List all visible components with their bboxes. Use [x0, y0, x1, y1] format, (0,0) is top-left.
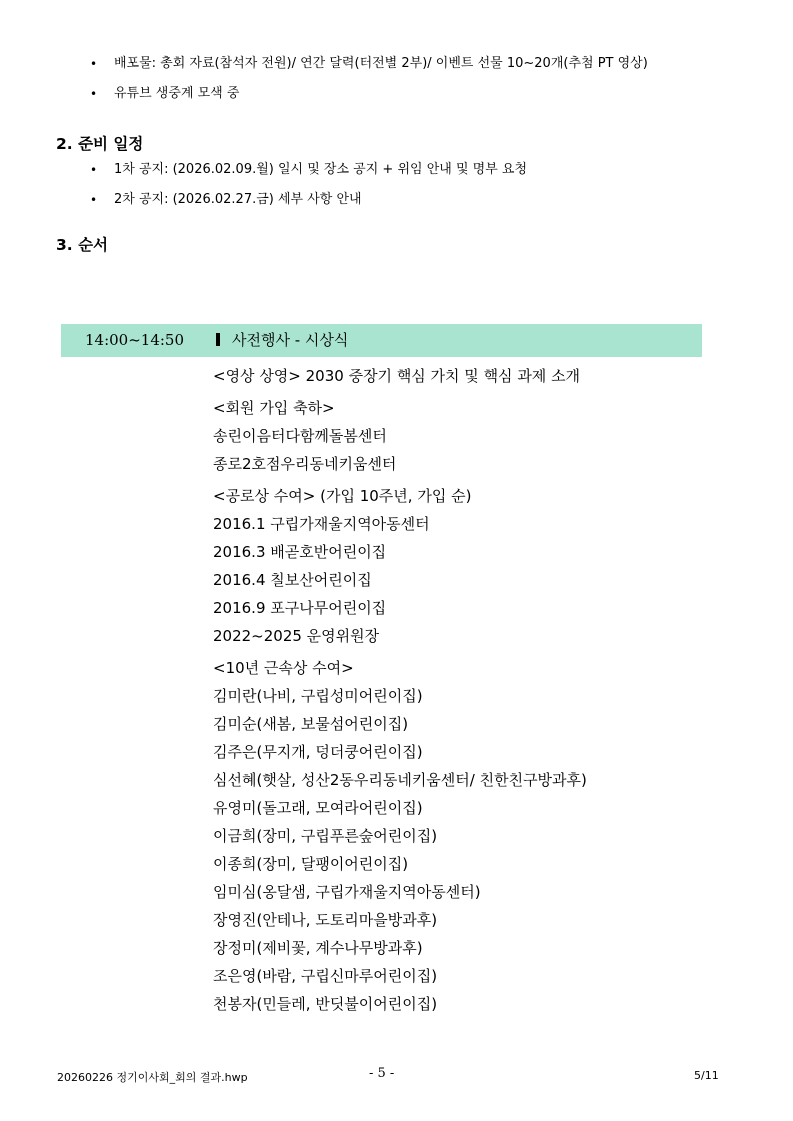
program-block-heading: <회원 가입 축하> — [213, 399, 335, 417]
schedule-time: 14:00~14:50 — [85, 331, 185, 349]
bullet-text: 2차 공지: (2026.02.27.금) 세부 사항 안내 — [114, 192, 362, 207]
preparation-bullet-list — [90, 155, 527, 215]
bullet-text: 유튜브 생중계 모색 중 — [114, 86, 240, 101]
program-block-heading: <영상 상영> 2030 중장기 핵심 가치 및 핵심 과제 소개 — [213, 367, 581, 385]
program-line: 2016.3 배곧호반어린이집 — [213, 543, 387, 561]
program-line: 2016.4 칠보산어린이집 — [213, 571, 372, 589]
program-line: 유영미(돌고래, 모여라어린이집) — [213, 799, 423, 817]
program-line: 이금희(장미, 구립푸른숲어린이집) — [213, 827, 438, 845]
top-bullet-list — [90, 49, 648, 109]
program-line: 천봉자(민들레, 반딧불이어린이집) — [213, 995, 438, 1013]
section-heading-preparation: 2. 준비 일정 — [56, 135, 144, 153]
program-line: 2016.9 포구나무어린이집 — [213, 599, 387, 617]
program-block — [213, 394, 587, 478]
program-block — [213, 654, 587, 1018]
program-line: 임미심(옹달샘, 구립가재울지역아동센터) — [213, 883, 481, 901]
program-list — [213, 362, 587, 1022]
schedule-title-text: 사전행사 - 시상식 — [232, 331, 349, 349]
program-line: 김미순(새봄, 보물섬어린이집) — [213, 715, 409, 733]
schedule-title — [216, 324, 348, 357]
bullet-glyph: • — [90, 163, 98, 177]
program-line: 김미란(나비, 구립성미어린이집) — [213, 687, 423, 705]
footer-filename: 20260226 정기이사회_회의 결과.hwp — [57, 1071, 248, 1084]
program-line: 조은영(바람, 구립신마루어린이집) — [213, 967, 438, 985]
program-line: 김주은(무지개, 덩더쿵어린이집) — [213, 743, 423, 761]
program-block-heading: <10년 근속상 수여> — [213, 659, 354, 677]
bar-marker-icon — [216, 333, 220, 346]
bullet-item — [90, 155, 527, 185]
bullet-glyph: • — [90, 87, 98, 101]
bullet-item — [90, 79, 648, 109]
footer-page-center: - 5 - — [369, 1066, 395, 1081]
program-block-heading: <공로상 수여> (가입 10주년, 가입 순) — [213, 487, 472, 505]
program-line: 2022~2025 운영위원장 — [213, 627, 380, 645]
section-heading-order: 3. 순서 — [56, 236, 109, 254]
bullet-item — [90, 185, 527, 215]
program-line: 2016.1 구립가재울지역아동센터 — [213, 515, 430, 533]
program-line: 종로2호점우리동네키움센터 — [213, 455, 397, 473]
program-line: 송린이음터다함께돌봄센터 — [213, 427, 387, 445]
program-block — [213, 482, 587, 650]
bullet-text: 배포물: 총회 자료(참석자 전원)/ 연간 달력(터전별 2부)/ 이벤트 선물 10~20개(추첨 PT 영상) — [114, 56, 648, 71]
program-line: 장영진(안테나, 도토리마을방과후) — [213, 911, 438, 929]
bullet-item — [90, 49, 648, 79]
footer-page-count: 5/11 — [694, 1069, 719, 1082]
program-line: 심선혜(햇살, 성산2동우리동네키움센터/ 친한친구방과후) — [213, 771, 587, 789]
schedule-header-bar — [61, 324, 702, 357]
program-line: 이종희(장미, 달팽이어린이집) — [213, 855, 409, 873]
program-block — [213, 362, 587, 390]
program-line: 장정미(제비꽃, 계수나무방과후) — [213, 939, 423, 957]
bullet-glyph: • — [90, 57, 98, 71]
bullet-glyph: • — [90, 193, 98, 207]
bullet-text: 1차 공지: (2026.02.09.월) 일시 및 장소 공지 + 위임 안내 및 명부 요청 — [114, 162, 528, 177]
